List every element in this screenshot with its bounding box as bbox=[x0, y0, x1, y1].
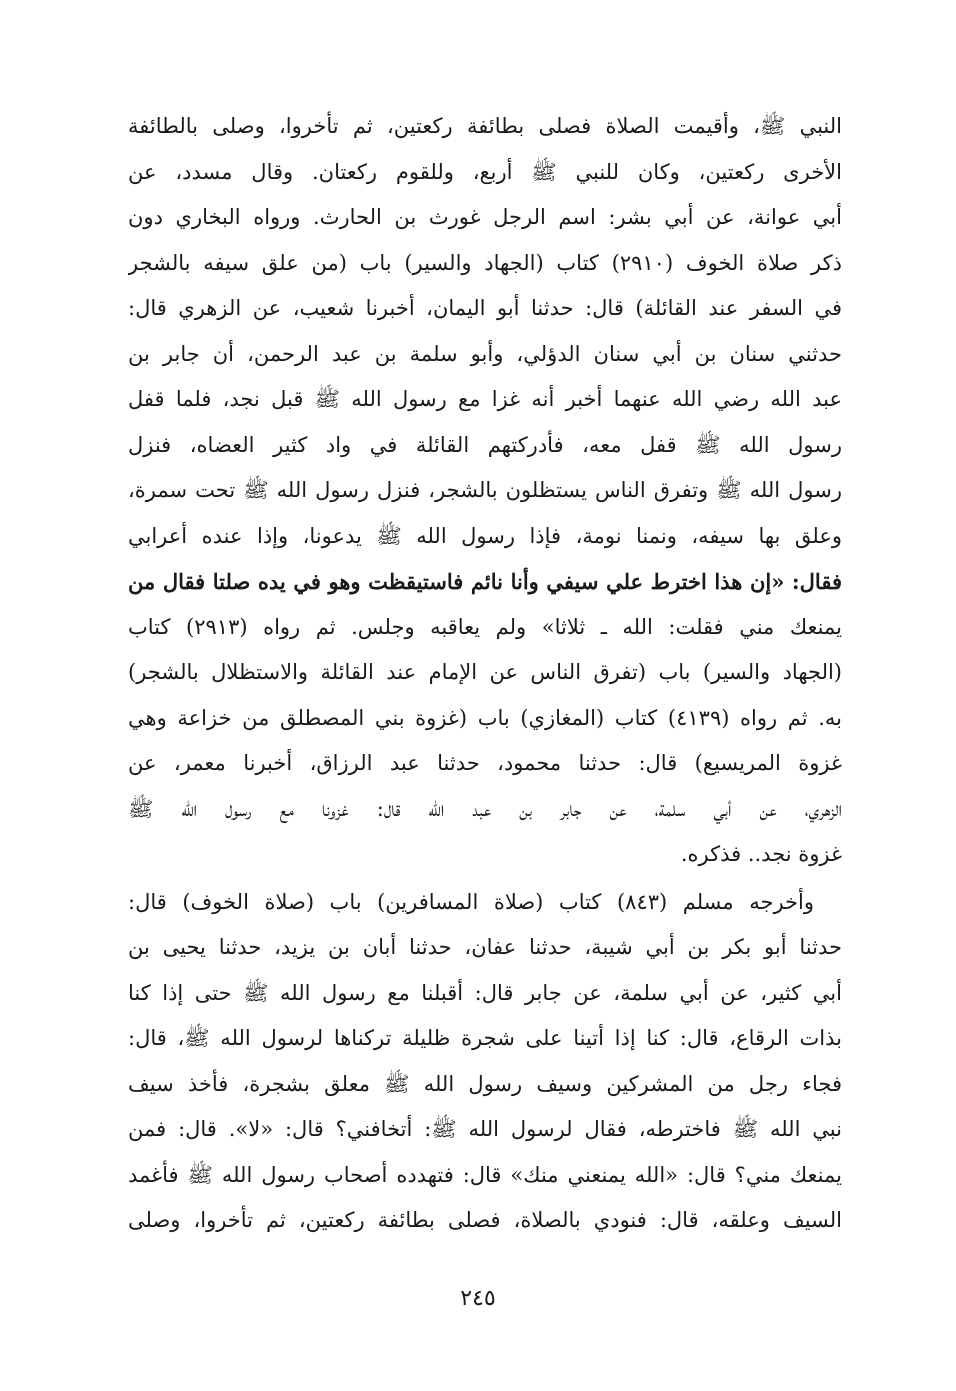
text-line: غزوة المريسيع) قال: حدثنا محمود، حدثنا عبد الرزاق، أخبرنا معمر، عن bbox=[128, 751, 842, 775]
text-line: يمنعك مني؟ قال: «الله يمنعني منك» قال: فتهدده أصحاب رسول الله ﷺ فأغمد bbox=[128, 1162, 842, 1187]
page-body bbox=[128, 104, 842, 1244]
text-line: الأخرى ركعتين، وكان للنبي ﷺ أربع، وللقوم ركعتان. وقال مسدد، عن bbox=[128, 159, 842, 184]
text-line: السيف وعلقه، قال: فنودي بالصلاة، فصلى بطائفة ركعتين، ثم تأخروا، وصلى bbox=[128, 1208, 842, 1232]
text-line: رسول الله ﷺ قفل معه، فأدركتهم القائلة في واد كثير العضاه، فنزل bbox=[128, 432, 842, 457]
text-line: غزوة نجد.. فذكره. bbox=[680, 842, 842, 866]
text-line: أبي كثير، عن أبي سلمة، عن جابر قال: أقبلنا مع رسول الله ﷺ حتى إذا كنا bbox=[128, 980, 842, 1005]
text-line: حدثني سنان بن أبي سنان الدؤلي، وأبو سلمة بن عبد الرحمن، أن جابر بن bbox=[128, 341, 842, 366]
hadith-quote-line: يمنعك مني فقلت: الله ـ ثلاثا» ولم يعاقبه وجلس. ثم رواه (٢٩١٣) كتاب bbox=[128, 614, 842, 639]
text-line: ذكر صلاة الخوف (٢٩١٠) كتاب (الجهاد والسير) باب (من علق سيفه بالشجر bbox=[128, 250, 842, 275]
text-line: وأخرجه مسلم (٨٤٣) كتاب (صلاة المسافرين) باب (صلاة الخوف) قال: bbox=[128, 889, 814, 914]
text-line: حدثنا أبو بكر بن أبي شيبة، حدثنا عفان، حدثنا أبان بن يزيد، حدثنا يحيى بن bbox=[128, 935, 842, 959]
text-line: النبي ﷺ، وأقيمت الصلاة فصلى بطائفة ركعتين، ثم تأخروا، وصلى بالطائفة bbox=[128, 114, 842, 138]
paragraph-2 bbox=[128, 880, 842, 1244]
text-line: (الجهاد والسير) باب (تفرق الناس عن الإمام عند القائلة والاستظلال بالشجر) bbox=[128, 660, 842, 684]
text-line: رسول الله ﷺ وتفرق الناس يستظلون بالشجر، فنزل رسول الله ﷺ تحت سمرة، bbox=[128, 478, 842, 502]
text-line: به. ثم رواه (٤١٣٩) كتاب (المغازي) باب (غزوة بني المصطلق من خزاعة وهي bbox=[128, 705, 842, 730]
text-line: أبي عوانة، عن أبي بشر: اسم الرجل غورث بن الحارث. ورواه البخاري دون bbox=[128, 205, 842, 229]
text-line: عبد الله رضي الله عنهما أخبر أنه غزا مع رسول الله ﷺ قبل نجد، فلما قفل bbox=[128, 387, 842, 411]
paragraph-1 bbox=[128, 104, 842, 878]
text-line: وعلق بها سيفه، ونمنا نومة، فإذا رسول الله ﷺ يدعونا، وإذا عنده أعرابي bbox=[128, 523, 842, 548]
text-line: نبي الله ﷺ فاخترطه، فقال لرسول الله ﷺ: أتخافني؟ قال: «لا». قال: فمن bbox=[128, 1117, 842, 1141]
text-line: فجاء رجل من المشركين وسيف رسول الله ﷺ معلق بشجرة، فأخذ سيف bbox=[128, 1071, 842, 1096]
text-line: في السفر عند القائلة) قال: حدثنا أبو اليمان، أخبرنا شعيب، عن الزهري قال: bbox=[128, 296, 842, 320]
text-line: بذات الرقاع، قال: كنا إذا أتينا على شجرة ظليلة تركناها لرسول الله ﷺ، قال: bbox=[128, 1026, 842, 1050]
hadith-quote-line: فقال: «إن هذا اخترط علي سيفي وأنا نائم فاستيقظت وهو في يده صلتا فقال من bbox=[128, 569, 842, 594]
text-line: الزهري، عن أبي سلمة، عن جابر بن عبد الله قال: غزونا مع رسول الله ﷺ bbox=[128, 796, 842, 821]
page-number: ٢٤٥ bbox=[460, 1286, 496, 1311]
